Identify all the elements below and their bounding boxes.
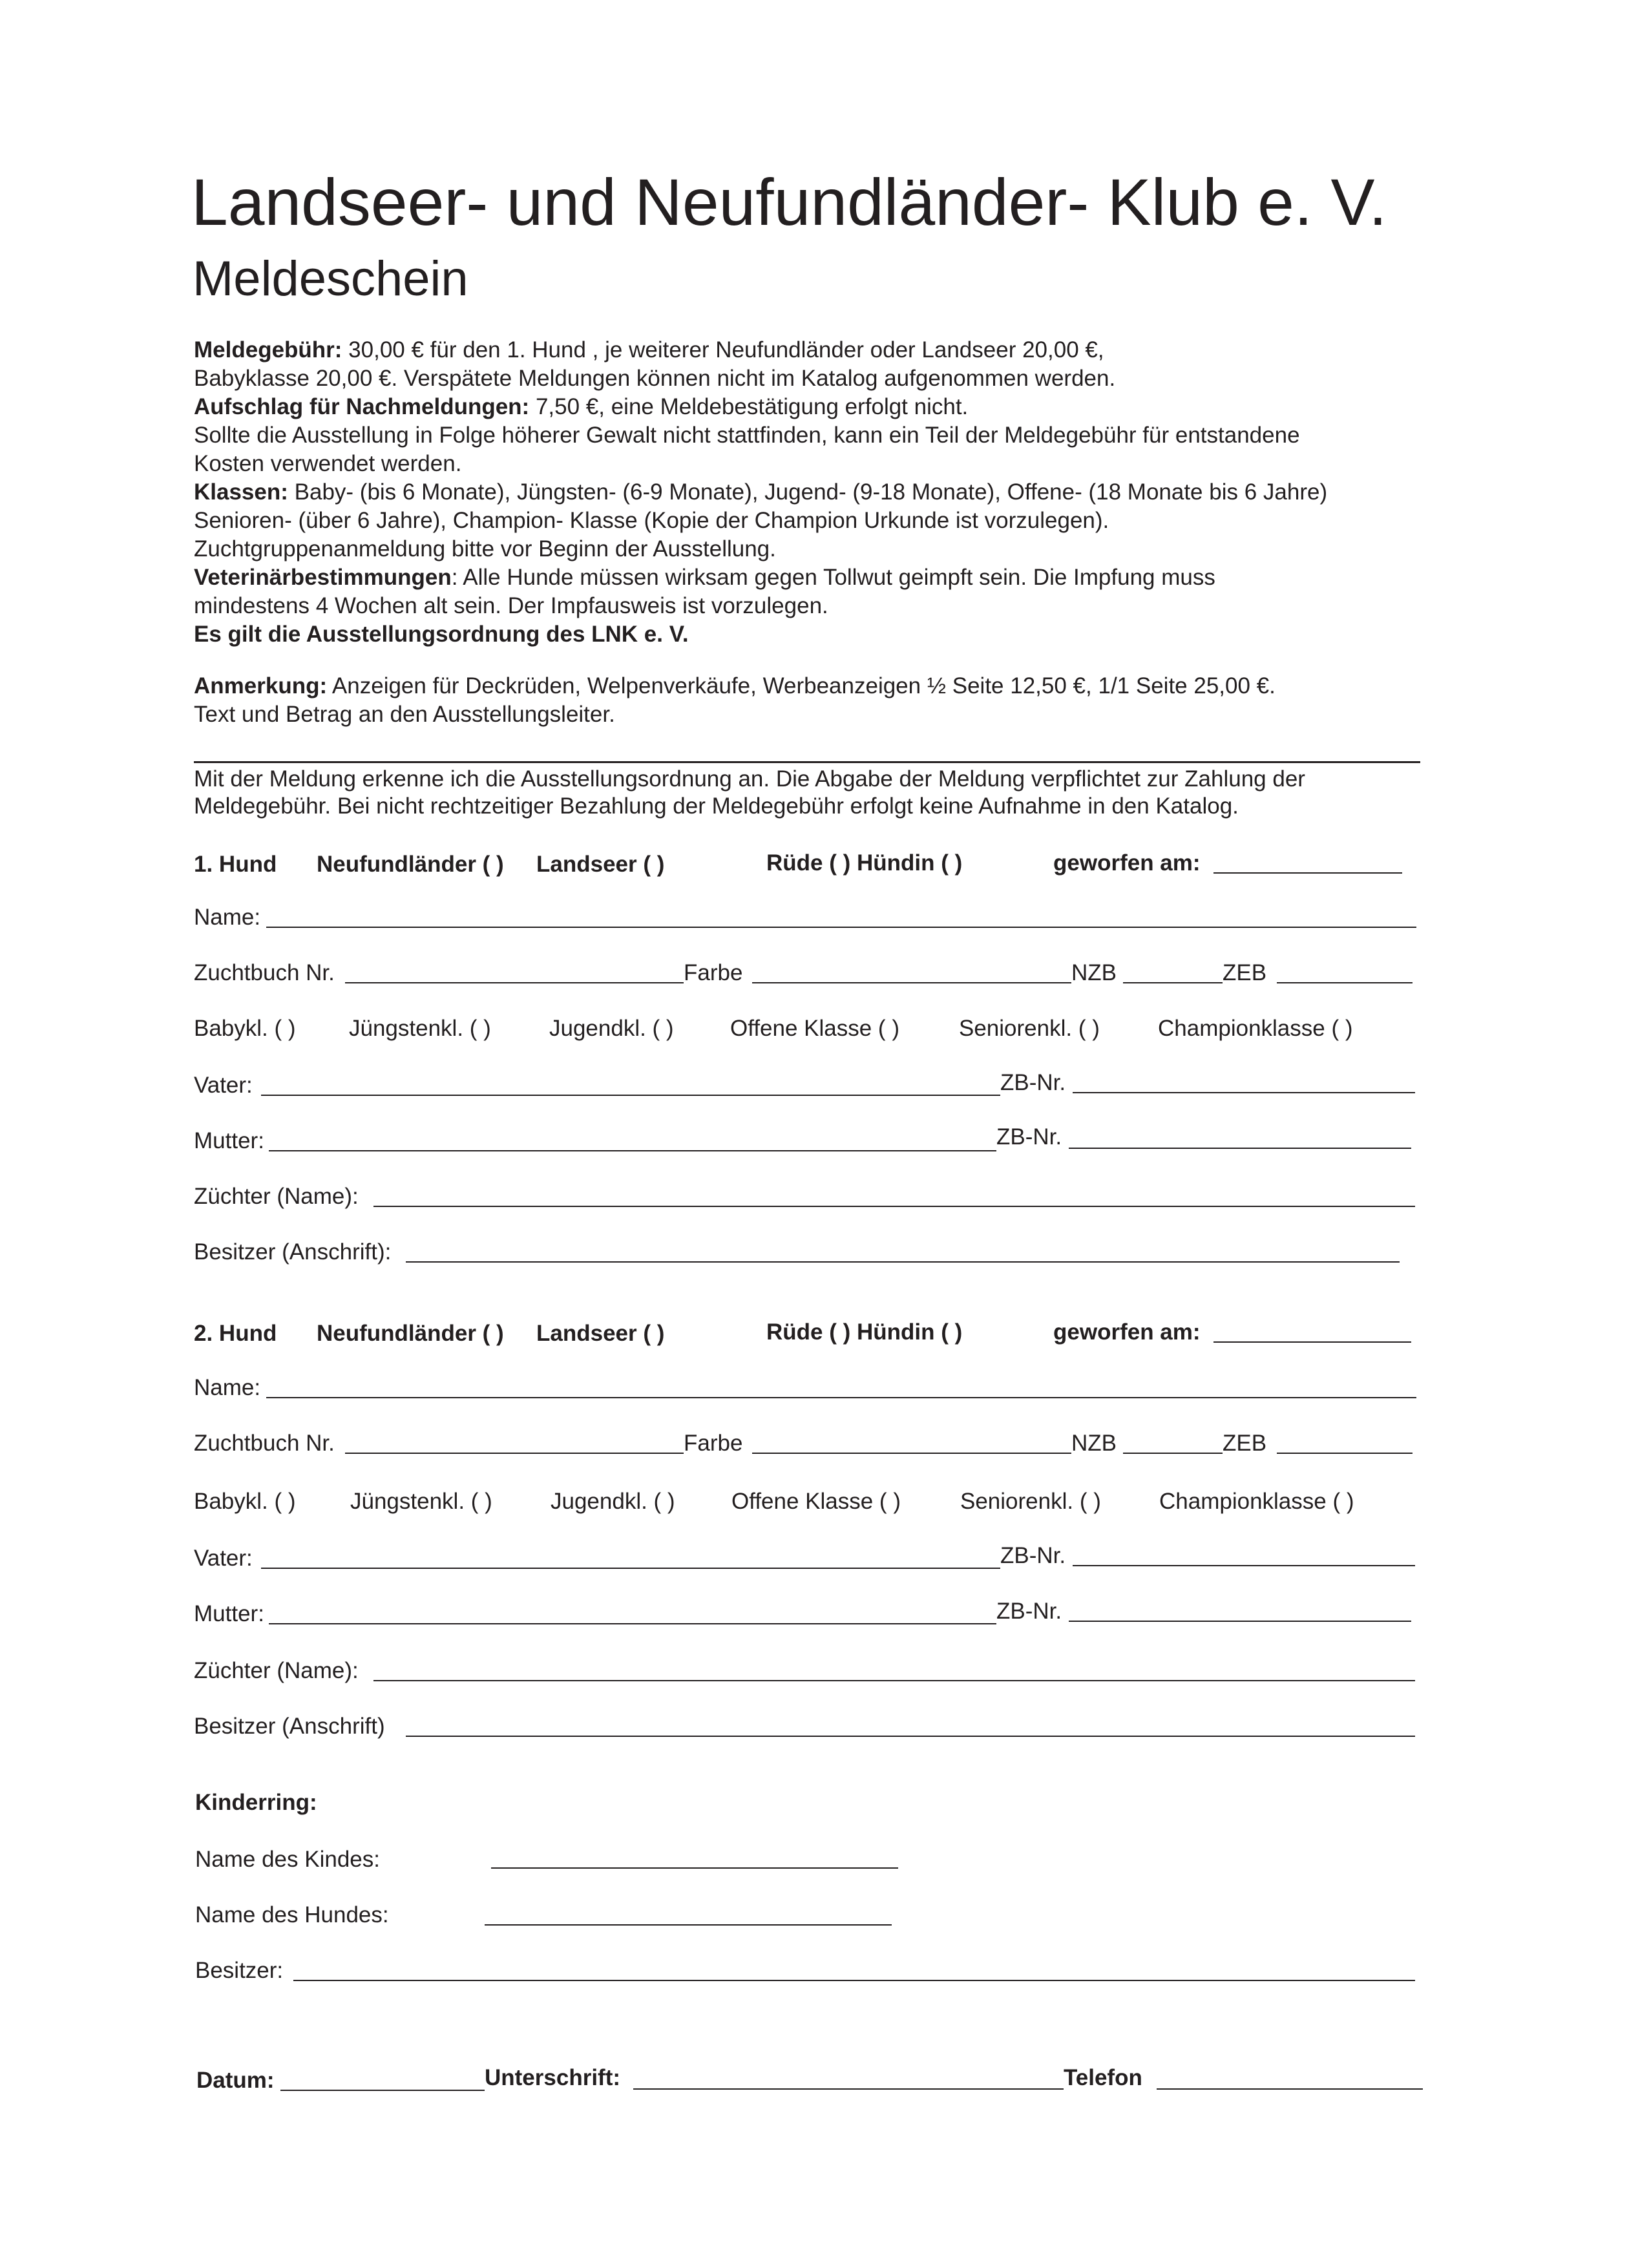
dog2-studbook-field[interactable] bbox=[345, 1453, 684, 1454]
phone-label: Telefon bbox=[1064, 2065, 1142, 2090]
dog1-studbook-label: Zuchtbuch Nr. bbox=[194, 960, 335, 985]
dog2-studbook-label: Zuchtbuch Nr. bbox=[194, 1431, 335, 1456]
dog2-class-open[interactable]: Offene Klasse ( ) bbox=[731, 1489, 901, 1514]
classes-label: Klassen: bbox=[194, 479, 288, 505]
dog2-zeb-label: ZEB bbox=[1223, 1431, 1267, 1456]
dog1-class-youth[interactable]: Jugendkl. ( ) bbox=[549, 1016, 674, 1041]
dog2-breed-landseer[interactable]: Landseer ( ) bbox=[536, 1321, 665, 1346]
phone-field[interactable] bbox=[1157, 2088, 1423, 2090]
fee-line-1 bbox=[194, 336, 1327, 364]
dog2-breeder-field[interactable] bbox=[373, 1680, 1415, 1681]
dog1-class-youngest[interactable]: Jüngstenkl. ( ) bbox=[349, 1016, 491, 1041]
dog2-name-label: Name: bbox=[194, 1375, 261, 1400]
kids-ring-heading: Kinderring: bbox=[195, 1790, 317, 1815]
dog1-owner-label: Besitzer (Anschrift): bbox=[194, 1239, 392, 1265]
child-name-label: Name des Kindes: bbox=[195, 1847, 380, 1872]
dog1-father-zb-label: ZB-Nr. bbox=[1000, 1070, 1066, 1095]
vet-line-2: mindestens 4 Wochen alt sein. Der Impfausweis ist vorzulegen. bbox=[194, 593, 828, 618]
date-field[interactable] bbox=[280, 2090, 485, 2091]
dog1-nzb-field[interactable] bbox=[1123, 982, 1223, 983]
dog1-father-field[interactable] bbox=[261, 1095, 1000, 1096]
dog2-breed-newfoundland[interactable]: Neufundländer ( ) bbox=[317, 1321, 504, 1346]
dog2-father-zb-label: ZB-Nr. bbox=[1000, 1543, 1066, 1568]
classes-line-1 bbox=[194, 478, 1327, 507]
dog2-owner-field[interactable] bbox=[406, 1736, 1415, 1737]
rules-text: Es gilt die Ausstellungsordnung des LNK e. V. bbox=[194, 622, 689, 647]
form-subtitle: Meldeschein bbox=[193, 251, 468, 306]
dog1-zeb-label: ZEB bbox=[1223, 960, 1267, 985]
dog1-nzb-label: NZB bbox=[1071, 960, 1117, 985]
vet-text: : Alle Hunde müssen wirksam gegen Tollwut geimpft sein. Die Impfung muss bbox=[451, 565, 1215, 590]
dog2-zeb-field[interactable] bbox=[1277, 1453, 1413, 1454]
separator-line bbox=[194, 761, 1420, 763]
spacer bbox=[194, 649, 1327, 672]
dog1-color-field[interactable] bbox=[752, 982, 1071, 983]
dog1-born-field[interactable] bbox=[1213, 872, 1402, 874]
dog1-class-senior[interactable]: Seniorenkl. ( ) bbox=[959, 1016, 1100, 1041]
dog2-born-label: geworfen am: bbox=[1053, 1319, 1201, 1345]
dog2-class-youth[interactable]: Jugendkl. ( ) bbox=[551, 1489, 675, 1514]
dog1-name-label: Name: bbox=[194, 905, 261, 930]
dog2-mother-zb-field[interactable] bbox=[1069, 1621, 1411, 1622]
dog2-breeder-label: Züchter (Name): bbox=[194, 1658, 359, 1683]
dog2-name-field[interactable] bbox=[266, 1397, 1416, 1398]
dog2-mother-label: Mutter: bbox=[194, 1601, 264, 1626]
dog2-father-zb-field[interactable] bbox=[1073, 1565, 1415, 1566]
dog1-heading: 1. Hund bbox=[194, 852, 277, 877]
signature-field[interactable] bbox=[633, 2088, 1064, 2090]
dog1-class-champion[interactable]: Championklasse ( ) bbox=[1158, 1016, 1353, 1041]
dog1-father-zb-field[interactable] bbox=[1073, 1092, 1415, 1093]
vet-line-1 bbox=[194, 563, 1327, 592]
dog2-nzb-label: NZB bbox=[1071, 1431, 1117, 1456]
dog1-breeder-field[interactable] bbox=[373, 1206, 1415, 1207]
signature-label: Unterschrift: bbox=[485, 2065, 621, 2090]
note-text: Anzeigen für Deckrüden, Welpenverkäufe, Werbeanzeigen ½ Seite 12,50 €, 1/1 Seite 25,00 €. bbox=[327, 673, 1276, 698]
kids-owner-field[interactable] bbox=[293, 1980, 1415, 1981]
fee-line-2: Babyklasse 20,00 €. Verspätete Meldungen können nicht im Katalog aufgenommen werden. bbox=[194, 366, 1116, 391]
dog1-mother-field[interactable] bbox=[269, 1150, 996, 1151]
dog1-mother-label: Mutter: bbox=[194, 1128, 264, 1153]
dog2-class-youngest[interactable]: Jüngstenkl. ( ) bbox=[350, 1489, 492, 1514]
dog1-name-field[interactable] bbox=[266, 927, 1416, 928]
note-line-2: Text und Betrag an den Ausstellungsleiter. bbox=[194, 702, 615, 727]
group-line: Zuchtgruppenanmeldung bitte vor Beginn der Ausstellung. bbox=[194, 536, 776, 562]
note-label: Anmerkung: bbox=[194, 673, 328, 698]
dog-name-field[interactable] bbox=[485, 1924, 892, 1926]
dog1-class-open[interactable]: Offene Klasse ( ) bbox=[730, 1016, 899, 1041]
form-title: Landseer- und Neufundländer- Klub e. V. bbox=[191, 165, 1387, 239]
dog1-mother-zb-label: ZB-Nr. bbox=[996, 1124, 1062, 1150]
dog2-mother-field[interactable] bbox=[269, 1623, 996, 1624]
dog1-breeder-label: Züchter (Name): bbox=[194, 1184, 359, 1209]
dog2-nzb-field[interactable] bbox=[1123, 1453, 1223, 1454]
date-label: Datum: bbox=[196, 2068, 275, 2093]
dog1-owner-field[interactable] bbox=[406, 1261, 1400, 1263]
dog2-color-field[interactable] bbox=[752, 1453, 1071, 1454]
dog2-color-label: Farbe bbox=[684, 1431, 743, 1456]
dog1-class-baby[interactable]: Babykl. ( ) bbox=[194, 1016, 296, 1041]
force-line-1: Sollte die Ausstellung in Folge höherer Gewalt nicht stattfinden, kann ein Teil der Meldegebühr für entstandene bbox=[194, 423, 1300, 448]
dog1-father-label: Vater: bbox=[194, 1073, 253, 1098]
dog1-zeb-field[interactable] bbox=[1277, 982, 1413, 983]
child-name-field[interactable] bbox=[491, 1867, 898, 1869]
agreement-line-2: Meldegebühr. Bei nicht rechtzeitiger Bezahlung der Meldegebühr erfolgt keine Aufnahme in den Katalog. bbox=[194, 793, 1239, 819]
late-label: Aufschlag für Nachmeldungen: bbox=[194, 394, 530, 419]
dog2-class-baby[interactable]: Babykl. ( ) bbox=[194, 1489, 296, 1514]
dog2-class-champion[interactable]: Championklasse ( ) bbox=[1159, 1489, 1354, 1514]
dog2-sex-options[interactable]: Rüde ( ) Hündin ( ) bbox=[766, 1319, 963, 1345]
dog1-studbook-field[interactable] bbox=[345, 982, 684, 983]
vet-label: Veterinärbestimmungen bbox=[194, 565, 452, 590]
late-text: 7,50 €, eine Meldebestätigung erfolgt nicht. bbox=[529, 394, 969, 419]
classes-line-2: Senioren- (über 6 Jahre), Champion- Klasse (Kopie der Champion Urkunde ist vorzulegen). bbox=[194, 508, 1109, 533]
agreement-line-1: Mit der Meldung erkenne ich die Ausstellungsordnung an. Die Abgabe der Meldung verpflichtet zur Zahlung der bbox=[194, 766, 1305, 792]
dog2-father-label: Vater: bbox=[194, 1546, 253, 1571]
rules-line bbox=[194, 620, 1327, 649]
dog2-heading: 2. Hund bbox=[194, 1321, 277, 1346]
classes-text: Baby- (bis 6 Monate), Jüngsten- (6-9 Monate), Jugend- (9-18 Monate), Offene- (18 Monate bis 6 Jahre) bbox=[288, 479, 1328, 505]
dog2-father-field[interactable] bbox=[261, 1568, 1000, 1569]
dog1-mother-zb-field[interactable] bbox=[1069, 1148, 1411, 1149]
dog2-mother-zb-label: ZB-Nr. bbox=[996, 1599, 1062, 1624]
fee-text: 30,00 € für den 1. Hund , je weiterer Neufundländer oder Landseer 20,00 €, bbox=[342, 337, 1104, 362]
dog1-breed-landseer[interactable]: Landseer ( ) bbox=[536, 852, 665, 877]
info-block bbox=[194, 336, 1327, 729]
dog1-color-label: Farbe bbox=[684, 960, 743, 985]
fee-label: Meldegebühr: bbox=[194, 337, 342, 362]
late-line bbox=[194, 393, 1327, 421]
dog2-owner-label: Besitzer (Anschrift) bbox=[194, 1714, 385, 1739]
dog2-born-field[interactable] bbox=[1213, 1341, 1411, 1343]
dog1-sex-options[interactable]: Rüde ( ) Hündin ( ) bbox=[766, 850, 963, 876]
kids-owner-label: Besitzer: bbox=[195, 1958, 284, 1983]
note-line-1 bbox=[194, 672, 1327, 700]
dog1-born-label: geworfen am: bbox=[1053, 850, 1201, 876]
force-line-2: Kosten verwendet werden. bbox=[194, 451, 462, 476]
dog1-breed-newfoundland[interactable]: Neufundländer ( ) bbox=[317, 852, 504, 877]
dog2-class-senior[interactable]: Seniorenkl. ( ) bbox=[960, 1489, 1101, 1514]
dog-name-label: Name des Hundes: bbox=[195, 1902, 389, 1927]
